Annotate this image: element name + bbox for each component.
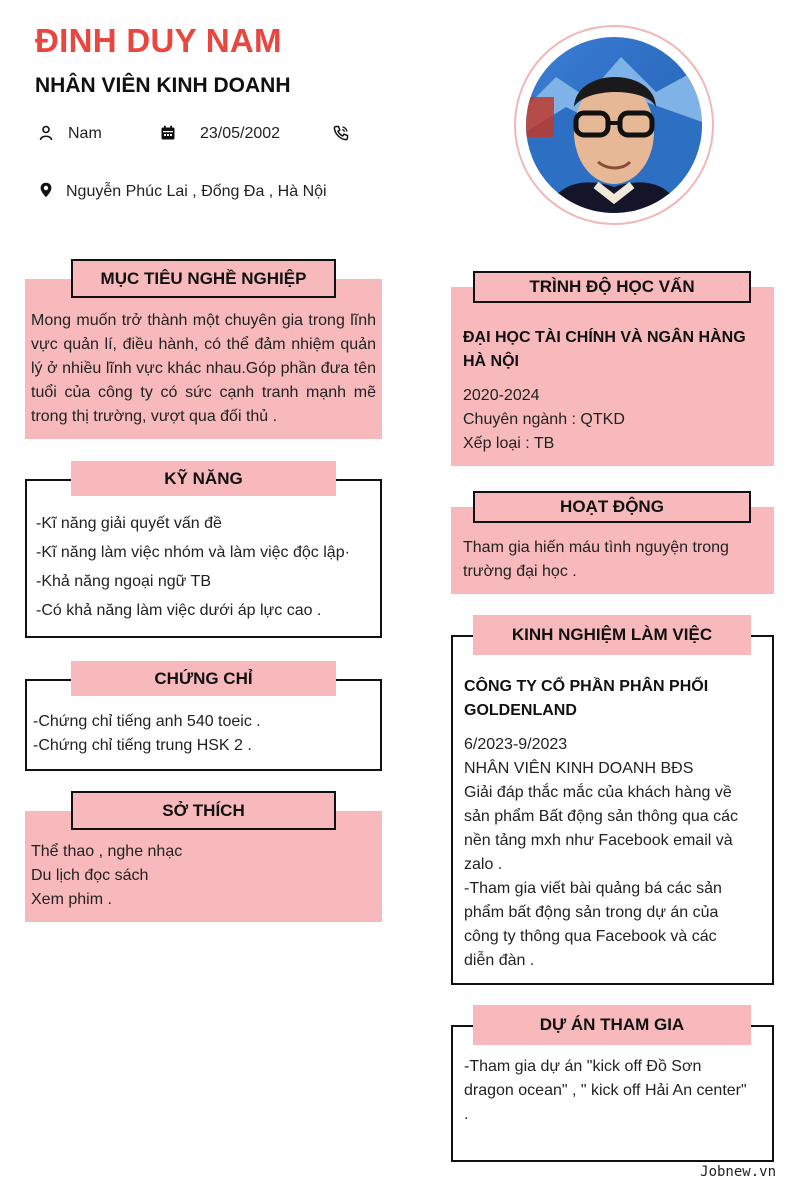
company-name-cont: GOLDENLAND bbox=[464, 702, 577, 719]
experience-line: công ty thông qua Facebook và các bbox=[464, 928, 717, 945]
experience-title: KINH NGHIỆM LÀM VIỆC bbox=[473, 615, 751, 655]
birthdate-value: 23/05/2002 bbox=[200, 125, 281, 142]
objective-title: MỤC TIÊU NGHỀ NGHIỆP bbox=[71, 259, 336, 298]
activities-content bbox=[463, 536, 768, 584]
experience-line: Giải đáp thắc mắc của khách hàng về bbox=[464, 784, 732, 801]
education-grade: Xếp loại : TB bbox=[463, 435, 555, 452]
objective-text: Mong muốn trở thành một chuyên gia trong lĩnh vực quản lí, điều hành, có thể đảm nhiệm quản lý ở nhiều lĩnh vực khác nhau.Góp phần đưa tên tuổi của công ty có sức cạnh tranh mạnh mẽ trong thị trường, vượt qua đối thủ . bbox=[31, 312, 376, 425]
experience-line: nền tảng mxh như Facebook email và bbox=[464, 832, 733, 849]
experience-line: -Tham gia viết bài quảng bá các sản bbox=[464, 880, 722, 897]
candidate-role: NHÂN VIÊN KINH DOANH bbox=[35, 74, 291, 97]
education-content bbox=[463, 326, 768, 456]
footer-brand: Jobnew.vn bbox=[700, 1164, 776, 1180]
projects-content bbox=[464, 1055, 768, 1127]
activity-line: trường đại học . bbox=[463, 563, 577, 580]
project-line: . bbox=[464, 1106, 469, 1123]
project-line: -Tham gia dự án "kick off Đồ Sơn bbox=[464, 1058, 702, 1075]
address-value: Nguyễn Phúc Lai , Đống Đa , Hà Nội bbox=[66, 183, 327, 200]
list-item: -Kĩ năng làm việc nhóm và làm việc độc lập· bbox=[36, 544, 350, 561]
experience-position: NHÂN VIÊN KINH DOANH BĐS bbox=[464, 760, 694, 777]
experience-content bbox=[464, 675, 766, 973]
activity-line: Tham gia hiến máu tình nguyện trong bbox=[463, 539, 729, 556]
certificates-title: CHỨNG CHỈ bbox=[71, 661, 336, 696]
list-item: -Khả năng ngoại ngữ TB bbox=[36, 573, 211, 590]
list-item: -Chứng chỉ tiếng trung HSK 2 . bbox=[33, 737, 252, 754]
skills-title: KỸ NĂNG bbox=[71, 461, 336, 496]
calendar-icon bbox=[160, 125, 176, 141]
list-item: -Có khả năng làm việc dưới áp lực cao . bbox=[36, 602, 322, 619]
skills-list bbox=[36, 509, 376, 625]
experience-line: sản phẩm Bất động sản thông qua các bbox=[464, 808, 738, 825]
list-item: -Kĩ năng giải quyết vấn đề bbox=[36, 515, 222, 532]
list-item: Xem phim . bbox=[31, 891, 112, 908]
list-item: -Chứng chỉ tiếng anh 540 toeic . bbox=[33, 713, 261, 730]
experience-line: phẩm bất động sản trong dự án của bbox=[464, 904, 719, 921]
certificates-list bbox=[33, 710, 373, 758]
company-name: CÔNG TY CỔ PHẦN PHÂN PHỐI bbox=[464, 678, 709, 695]
phone-icon bbox=[333, 125, 349, 141]
education-years: 2020-2024 bbox=[463, 387, 540, 404]
school-name: ĐẠI HỌC TÀI CHÍNH VÀ NGÂN HÀNG bbox=[463, 329, 746, 346]
project-line: dragon ocean" , " kick off Hải An center" bbox=[464, 1082, 747, 1099]
avatar bbox=[526, 37, 702, 213]
projects-title: DỰ ÁN THAM GIA bbox=[473, 1005, 751, 1045]
experience-line: zalo . bbox=[464, 856, 503, 873]
hobbies-list bbox=[31, 840, 371, 912]
education-major: Chuyên ngành : QTKD bbox=[463, 411, 625, 428]
person-icon bbox=[38, 125, 54, 141]
school-name-cont: HÀ NỘI bbox=[463, 353, 519, 370]
experience-line: diễn đàn . bbox=[464, 952, 535, 969]
gender-value: Nam bbox=[68, 125, 102, 142]
candidate-name: ĐINH DUY NAM bbox=[35, 22, 282, 59]
experience-period: 6/2023-9/2023 bbox=[464, 736, 568, 753]
list-item: Thể thao , nghe nhạc bbox=[31, 843, 183, 860]
activities-title: HOẠT ĐỘNG bbox=[473, 491, 751, 523]
education-title: TRÌNH ĐỘ HỌC VẤN bbox=[473, 271, 751, 303]
list-item: Du lịch đọc sách bbox=[31, 867, 149, 884]
hobbies-title: SỞ THÍCH bbox=[71, 791, 336, 830]
location-pin-icon bbox=[38, 182, 54, 198]
